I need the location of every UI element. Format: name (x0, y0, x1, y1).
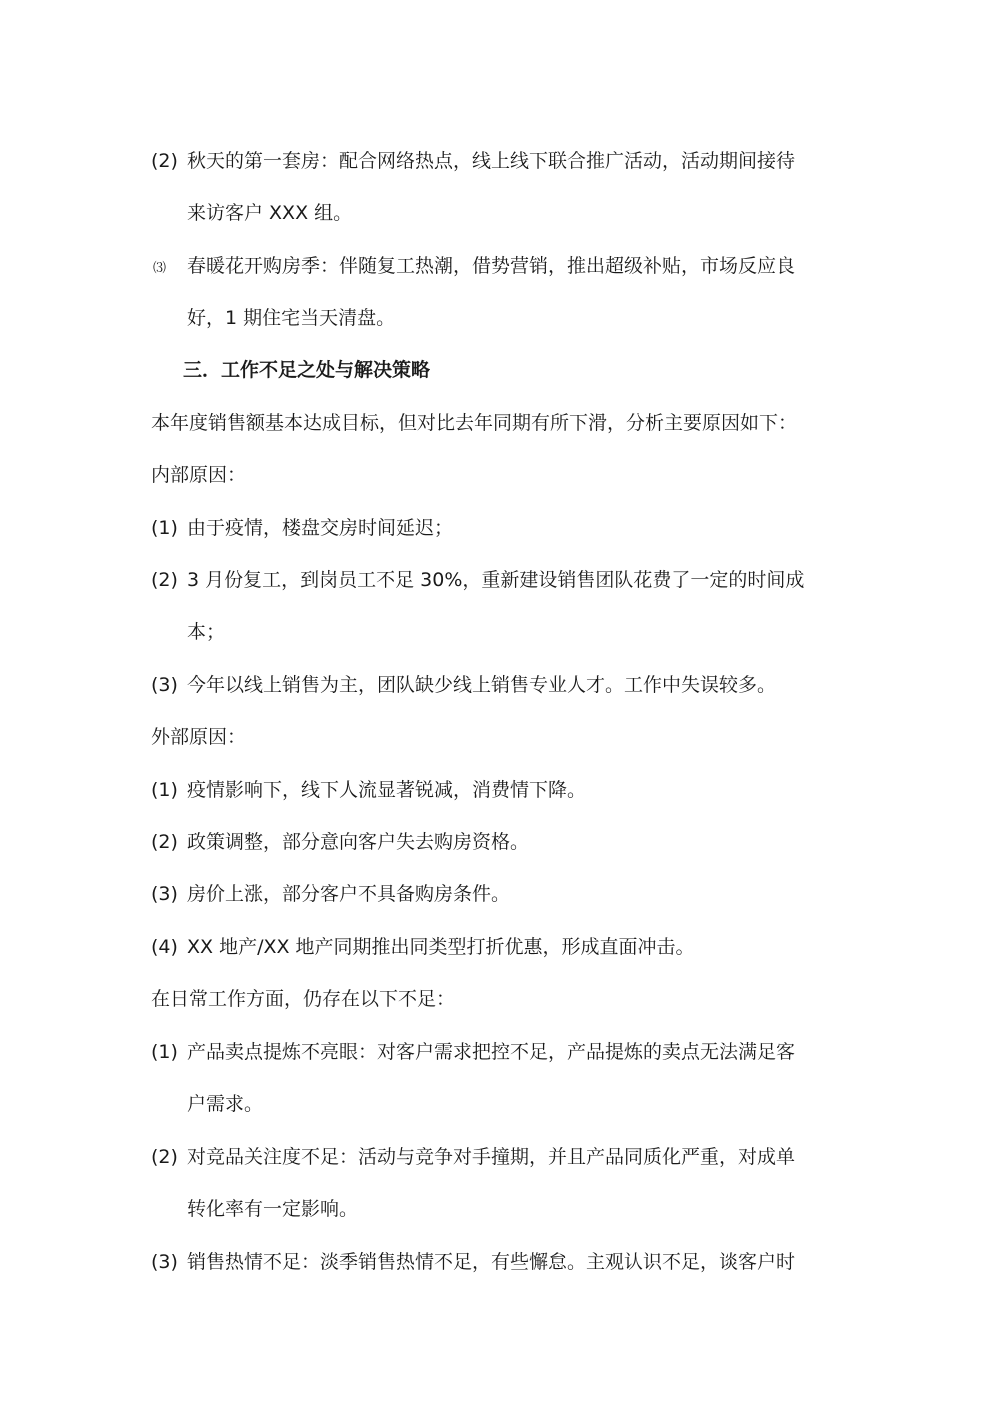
external-reasons-title: 外部原因： (151, 726, 247, 748)
list-number: (3) (151, 883, 178, 905)
list-item-text: XX 地产/XX 地产同期推出同类型打折优惠，形成直面冲击。 (187, 936, 695, 958)
list-number: (1) (151, 1041, 178, 1063)
list-number: (3) (151, 1251, 178, 1273)
section-heading: 三．工作不足之处与解决策略 (183, 359, 431, 381)
list-number: (1) (151, 517, 178, 539)
list-item-text: 今年以线上销售为主，团队缺少线上销售专业人才。工作中失误较多。 (187, 674, 777, 696)
list-item-text: 春暖花开购房季：伴随复工热潮，借势营销，推出超级补贴，市场反应良 (187, 255, 796, 277)
list-item-text: 秋天的第一套房：配合网络热点，线上线下联合推广活动，活动期间接待 (187, 150, 796, 172)
list-item-text: 3 月份复工，到岗员工不足 30%，重新建设销售团队花费了一定的时间成 (187, 569, 805, 591)
list-item-continuation: 户需求。 (187, 1093, 264, 1115)
list-item-text: 销售热情不足：淡季销售热情不足，有些懈怠。主观认识不足，谈客户时 (187, 1251, 796, 1273)
intro-paragraph: 本年度销售额基本达成目标，但对比去年同期有所下滑，分析主要原因如下： (151, 412, 798, 434)
list-item-text: 政策调整，部分意向客户失去购房资格。 (187, 831, 530, 853)
list-item-continuation: 本； (187, 621, 226, 643)
list-number: (2) (151, 1146, 178, 1168)
list-item-continuation: 来访客户 XXX 组。 (187, 202, 353, 224)
list-number: (3) (151, 674, 178, 696)
list-number: (4) (151, 936, 178, 958)
list-item-text: 产品卖点提炼不亮眼：对客户需求把控不足，产品提炼的卖点无法满足客 (187, 1041, 796, 1063)
list-item-text: 疫情影响下，线下人流显著锐减，消费情下降。 (187, 779, 587, 801)
list-item-text: 房价上涨，部分客户不具备购房条件。 (187, 883, 511, 905)
list-number: (2) (151, 831, 178, 853)
list-number: (2) (151, 150, 178, 172)
list-item-text: 由于疫情，楼盘交房时间延迟； (187, 517, 454, 539)
list-item-continuation: 好，1 期住宅当天清盘。 (187, 307, 396, 329)
list-item-text: 对竞品关注度不足：活动与竞争对手撞期，并且产品同质化严重，对成单 (187, 1146, 796, 1168)
daily-shortcomings-title: 在日常工作方面，仍存在以下不足： (151, 988, 456, 1010)
list-item-continuation: 转化率有一定影响。 (187, 1198, 359, 1220)
list-number: (1) (151, 779, 178, 801)
list-number: (2) (151, 569, 178, 591)
list-number: ⑶ (153, 261, 167, 276)
internal-reasons-title: 内部原因： (151, 464, 247, 486)
